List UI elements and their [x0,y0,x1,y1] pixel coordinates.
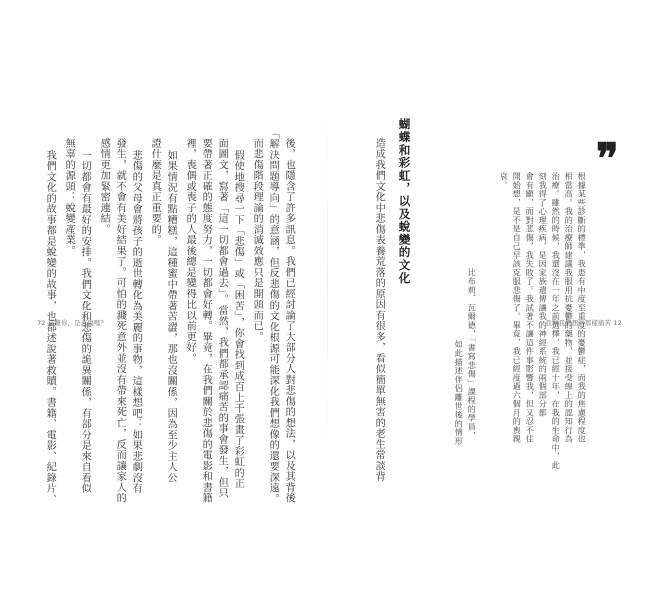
body-line: 悲傷的父母會將孩子的逝世轉化為美麗的事物，這樣想吧：如果悲劇沒有 [130,150,142,494]
quote-mark-icon: ❞ [596,134,616,183]
quote-line: 刻我得了心理疾病，是因家族遺傳讓我的神經系統的兩個部分都 [538,172,549,417]
quote-attribution: 如此描述伴侶離世後的情形 [454,340,465,446]
quote-attribution: 比布莉．瓦爾德，「書寫悲傷」課程的學員， [467,268,478,440]
page-gutter [327,100,328,460]
body-line: 證什麼是真正重要的。 [149,138,161,246]
body-line: 裡，喪偶或喪子的人最後總是變得比以前更好。 [184,138,196,364]
section-heading: 蝴蝶和彩虹，以及蛻變的文化 [397,118,412,285]
body-line: 假使地搜尋一下「悲傷」或「困苦」，你會找到成百上千張畫了彩虹的正 [232,150,244,489]
quote-line: 相當高。我的治療師建議我服用抗憂鬱的藥物，並接受線上的認知行為 [564,172,575,444]
body-line: 造成我們文化中悲傷表養荒落的原因有很多，看似簡單無害的老生常談背 [373,138,385,482]
body-line: 要帶著正確的態度努力，一切都會好轉。畢竟，在我們關於悲傷的電影和書籍 [200,138,212,504]
body-line: 如果情況有點糟糕，這種蜜中帶著苦澀，那也沒關係，因為至少主人公 [165,150,177,484]
body-line: 一切都會有最好的安排。我們文化和悲傷的詭異關係，有部分是來自看似 [79,150,91,494]
quote-line: 開始想，是不是自己早該克服悲傷了。畢竟，我已經度過六個月的喪親 [512,172,523,444]
quote-line: 根據某些診斷的標準，我患有中度至重度的憂鬱症，而我的焦慮程度也 [577,172,588,444]
quote-line: 會有顯，面對悲傷，我失敗了。我試著不讓這件事影響我，但又忍不住 [525,172,536,444]
page-folio-left: 72 這難你，是悲傷嗎？ [37,319,108,327]
body-line: 而悲傷階段理論的消滅效應只是開頭而已。 [251,138,263,343]
body-line: 後，也隱含了許多訊息。我們已經討論了大部分人對悲傷的想法，以及其背後 [283,138,295,504]
page-folio-right: 我和我們想的那樣痛苦 12 [545,319,622,327]
body-line: 發生，就不會有美好結果了。可怕的濺死意外並沒有帶來死亡，反而讓家人的 [114,138,126,504]
body-line: 感情更加緊密連結。 [98,138,110,235]
body-line: 面圖文，寫著「這一切都會過去」。當然，我們都承認痛苦的事會發生，但只 [216,138,228,499]
body-line: 「解決問題導向」的意涵，但反悲傷的文化根源可能深化我們想像的還要深遠。 [267,128,279,505]
body-line: 我們文化的故事都是蛻變的故事，也都述說著救贖。書籍、電影、紀錄片、 [44,150,56,505]
quote-line: 哀。 [499,172,510,190]
quote-line: 治療。雖然的時候，我還沒在一年之前選擇，我已經十年，在我的生命中，此 [551,172,562,470]
body-line: 無辜的源頭：蛻變產業。 [63,138,75,257]
